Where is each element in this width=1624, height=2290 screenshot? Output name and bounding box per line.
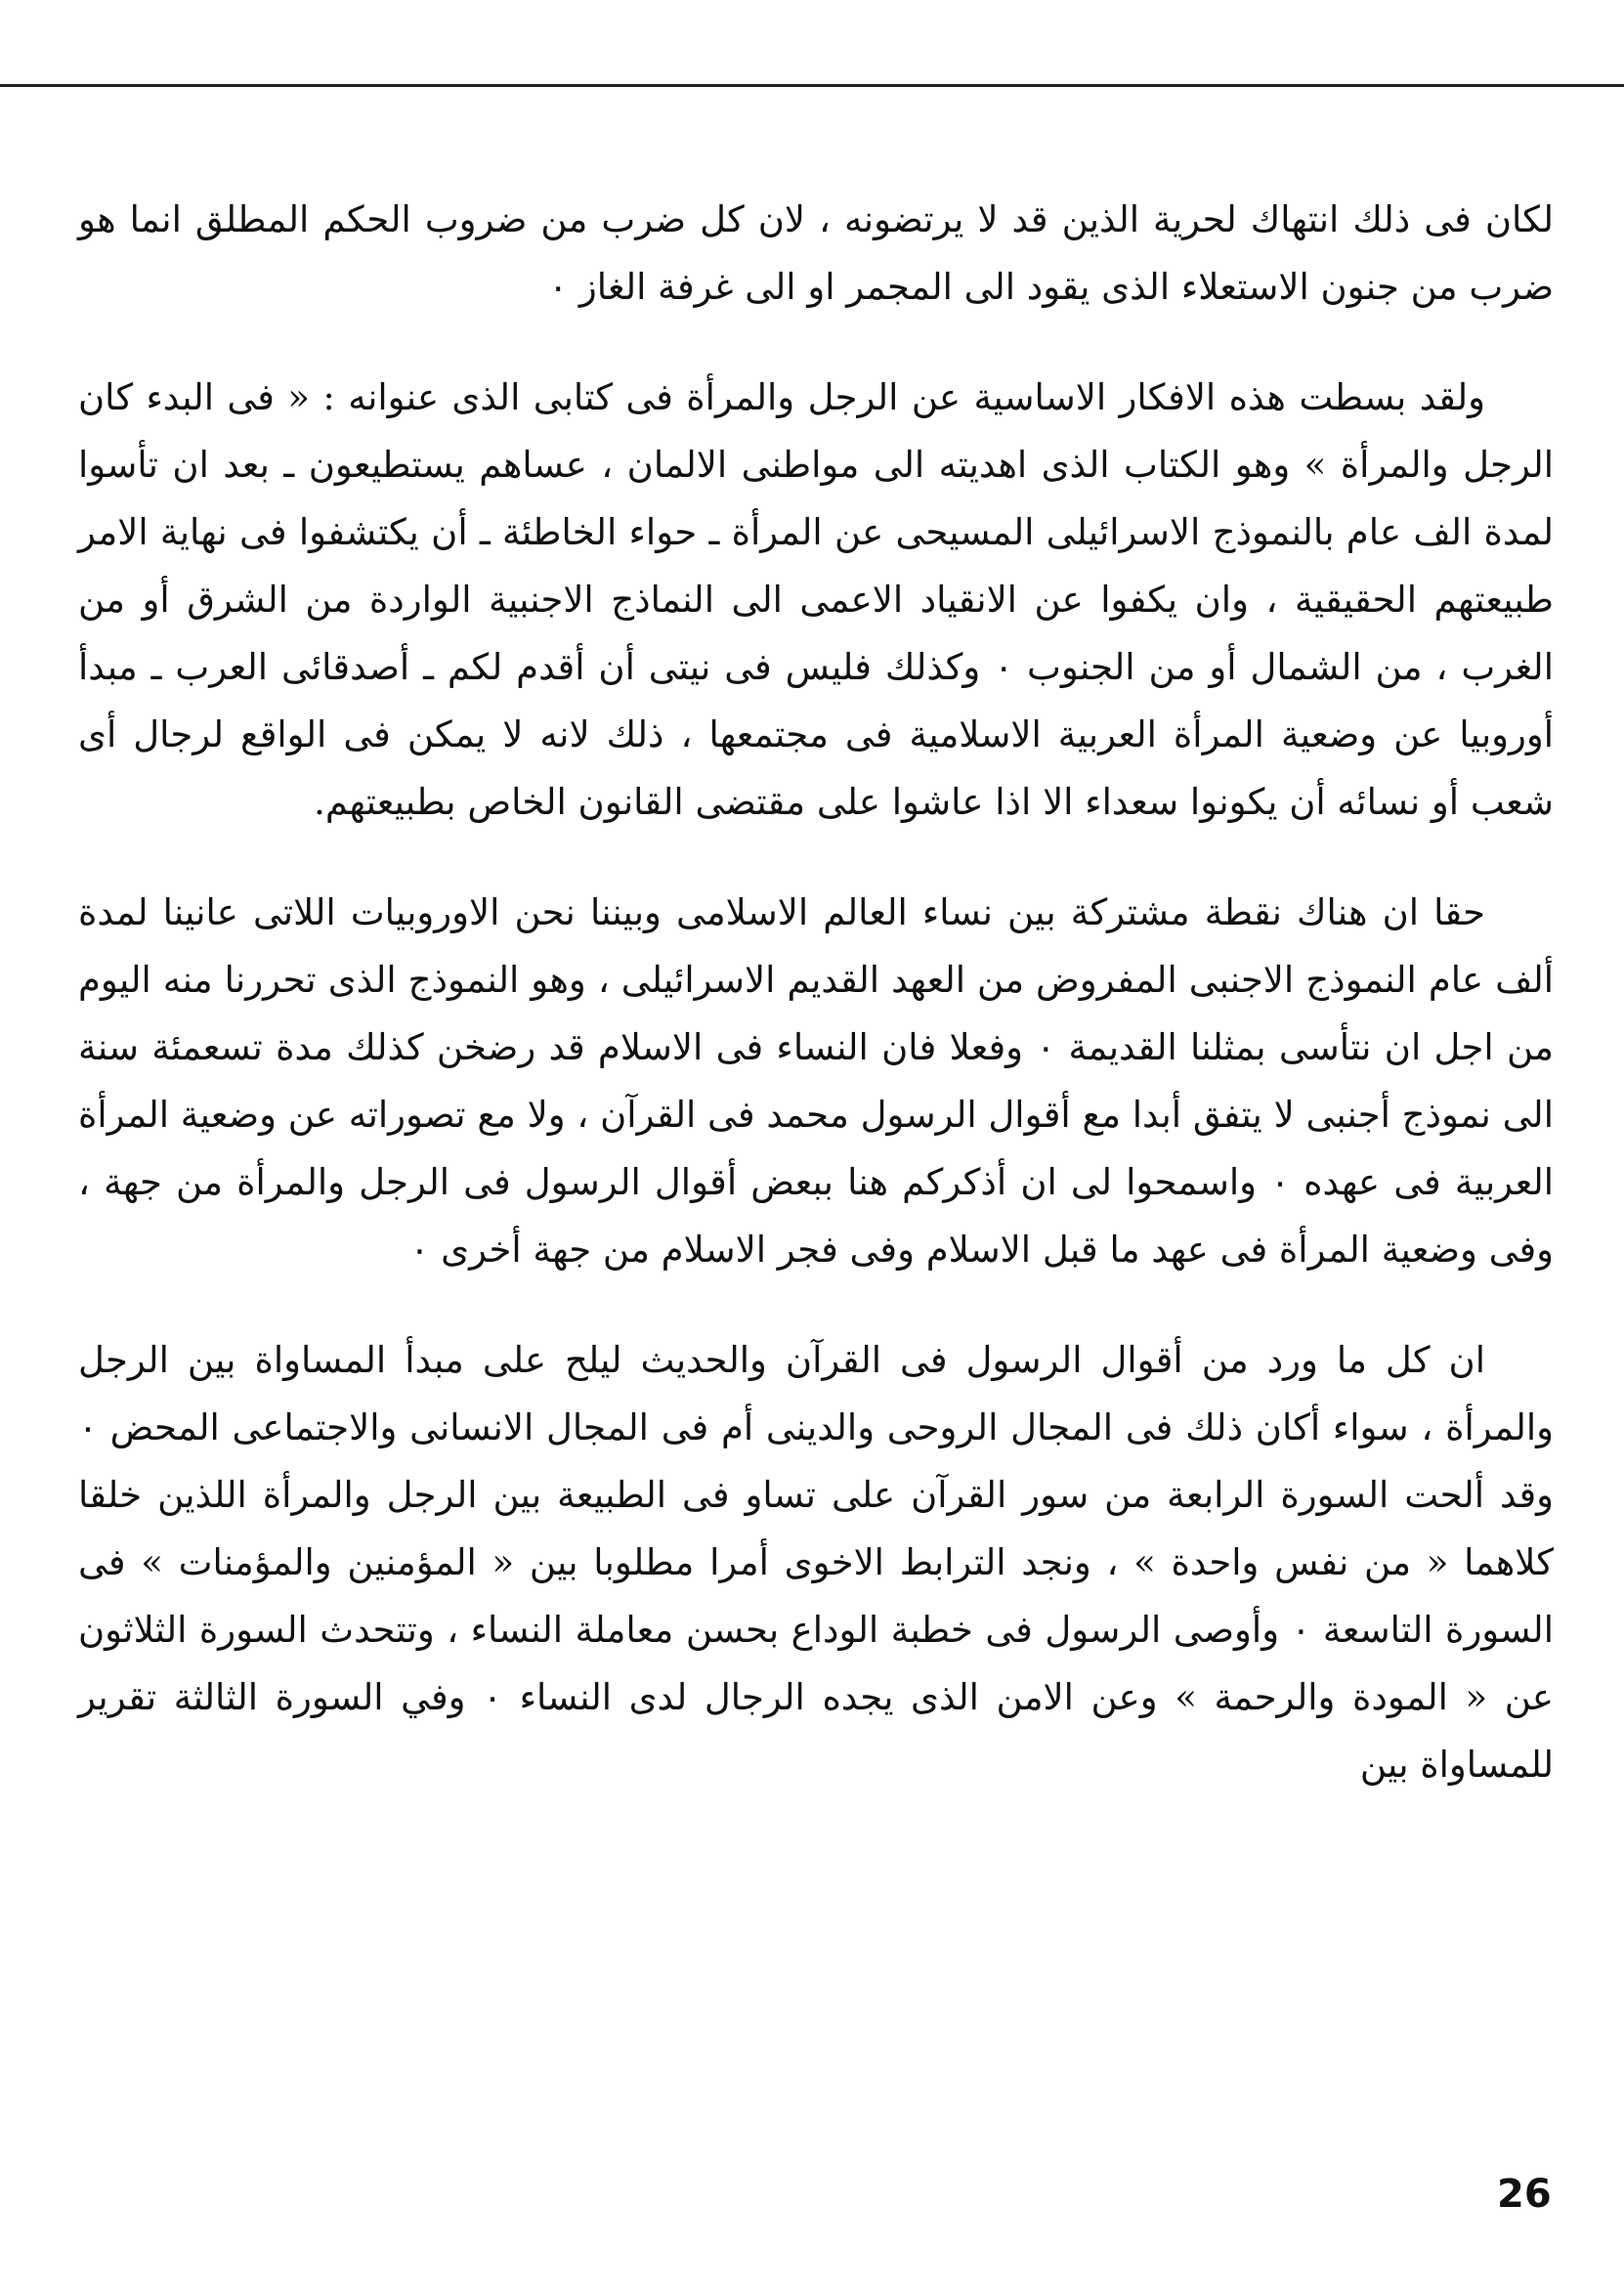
paragraph-2: ولقد بسطت هذه الافكار الاساسية عن الرجل والمرأة فى كتابى الذى عنوانه : « فى البدء كان الرجل والمرأة » وهو الكتاب الذى اهديته الى مواطنى الالمان ، عساهم يستطيعون ـ بعد ان تأسوا لمدة الف عام بالنموذج الاسرائيلى المسيحى عن المرأة ـ حواء الخاطئة ـ أن يكتشفوا فى نهاية الامر طبيعتهم الحقيقية ، وان يكفوا عن الانقياد الاعمى الى النماذج الاجنبية الواردة من الشرق أو من الغرب ، من الشمال أو من الجنوب ٠ وكذلك فليس فى نيتى أن أقدم لكم ـ أصدقائى العرب ـ مبدأ أوروبيا عن وضعية المرأة العربية الاسلامية فى مجتمعها ، ذلك لانه لا يمكن فى الواقع لرجال أى شعب أو نسائه أن يكونوا سعداء الا اذا عاشوا على مقتضى القانون الخاص بطبيعتهم. bbox=[78, 376, 1554, 823]
page-body bbox=[78, 186, 1554, 1841]
paragraph-4: ان كل ما ورد من أقوال الرسول فى القرآن والحديث ليلح على مبدأ المساواة بين الرجل والمرأة ، سواء أكان ذلك فى المجال الروحى والدينى أم فى المجال الانسانى والاجتماعى المحض ٠ وقد ألحت السورة الرابعة من سور القرآن على تساو فى الطبيعة بين الرجل والمرأة اللذين خلقا كلاهما « من نفس واحدة » ، ونجد الترابط الاخوى أمرا مطلوبا بين « المؤمنين والمؤمنات » فى السورة التاسعة ٠ وأوصى الرسول فى خطبة الوداع بحسن معاملة النساء ، وتتحدث السورة الثلاثون عن « المودة والرحمة » وعن الامن الذى يجده الرجال لدى النساء ٠ وفي السورة الثالثة تقرير للمساواة بين bbox=[78, 1339, 1554, 1786]
page-number: 26 bbox=[1497, 2172, 1552, 2217]
header-rule bbox=[0, 84, 1624, 87]
paragraph-1: لكان فى ذلك انتهاك لحرية الذين قد لا يرتضونه ، لان كل ضرب من ضروب الحكم المطلق انما هو ضرب من جنون الاستعلاء الذى يقود الى المجمر او الى غرفة الغاز ٠ bbox=[78, 198, 1554, 308]
paragraph-3: حقا ان هناك نقطة مشتركة بين نساء العالم الاسلامى وبيننا نحن الاوروبيات اللاتى عانينا لمدة ألف عام النموذج الاجنبى المفروض من العهد القديم الاسرائيلى ، وهو النموذج الذى تحررنا منه اليوم من اجل ان نتأسى بمثلنا القديمة ٠ وفعلا فان النساء فى الاسلام قد رضخن كذلك مدة تسعمئة سنة الى نموذج أجنبى لا يتفق أبدا مع أقوال الرسول محمد فى القرآن ، ولا مع تصوراته عن وضعية المرأة العربية فى عهده ٠ واسمحوا لى ان أذكركم هنا ببعض أقوال الرسول فى الرجل والمرأة من جهة ، وفى وضعية المرأة فى عهد ما قبل الاسلام وفى فجر الاسلام من جهة أخرى ٠ bbox=[78, 891, 1554, 1271]
